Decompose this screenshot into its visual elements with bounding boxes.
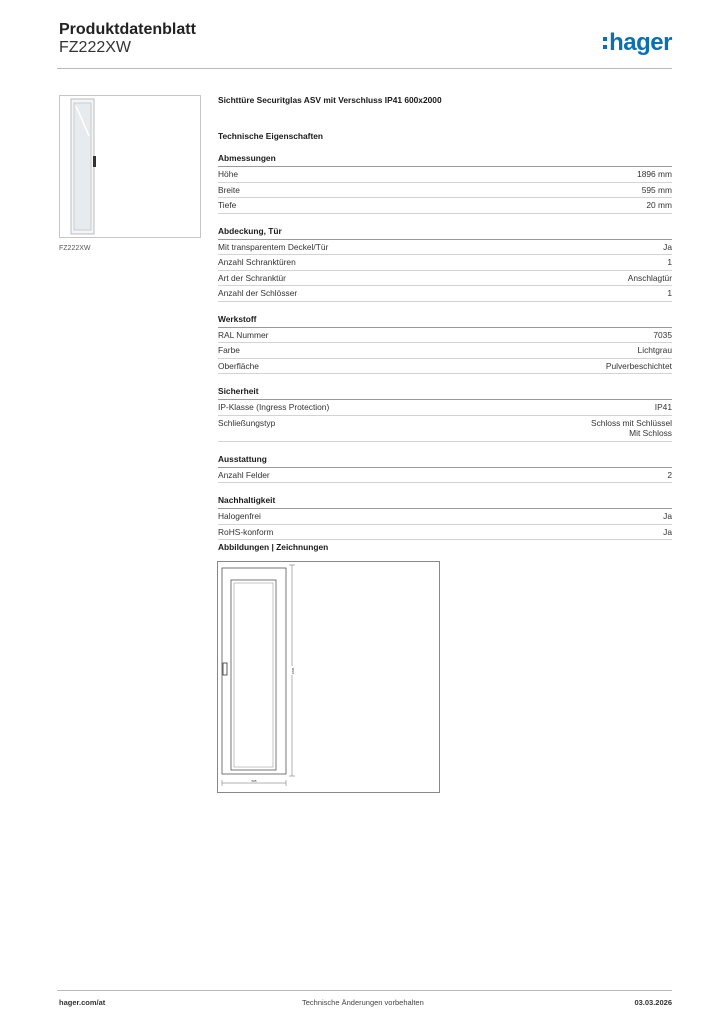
property-row	[218, 525, 672, 541]
product-image-caption: FZ222XW	[59, 245, 91, 252]
property-label: RAL Nummer	[218, 329, 269, 340]
property-value-line: Ja	[663, 526, 672, 537]
product-name: Sichttüre Securitglas ASV mit Verschluss IP41 600x2000	[218, 95, 442, 105]
property-section	[218, 386, 672, 442]
property-value	[638, 345, 672, 356]
technical-drawing	[217, 561, 440, 793]
property-value	[663, 511, 672, 522]
property-label: Schließungstyp	[218, 417, 276, 428]
property-label: Farbe	[218, 345, 240, 355]
property-row	[218, 328, 672, 344]
technical-properties-title: Technische Eigenschaften	[218, 131, 324, 141]
section-heading: Ausstattung	[218, 454, 672, 468]
drawings-title: Abbildungen | Zeichnungen	[218, 542, 329, 552]
property-value-line: 1	[667, 288, 672, 298]
section-heading: Abmessungen	[218, 153, 672, 167]
property-value-line: Mit Schloss	[629, 428, 672, 438]
property-value-line: Lichtgrau	[637, 345, 672, 355]
logo-mark-icon	[603, 37, 607, 49]
door-thumbnail-icon	[60, 96, 200, 237]
property-sections	[218, 153, 672, 540]
property-row	[218, 183, 672, 199]
property-section	[218, 314, 672, 375]
section-heading: Sicherheit	[218, 386, 672, 400]
property-section	[218, 226, 672, 302]
door-drawing-icon	[218, 562, 439, 792]
property-row	[218, 400, 672, 416]
property-row	[218, 359, 672, 375]
property-value	[655, 402, 672, 413]
property-label: Mit transparentem Deckel/Tür	[218, 241, 329, 252]
footer-website-link[interactable]: hager.com/at	[59, 998, 106, 1007]
property-value	[667, 470, 672, 481]
property-section	[218, 153, 672, 214]
property-value	[637, 169, 672, 180]
height-dimension: 1896	[291, 667, 295, 675]
property-label: Höhe	[218, 169, 239, 179]
product-details	[218, 95, 672, 552]
property-value-line: IP41	[654, 402, 672, 412]
footer-date: 03.03.2026	[634, 998, 672, 1007]
property-row	[218, 468, 672, 484]
property-value-line: 595 mm	[641, 184, 672, 195]
property-value-line: Ja	[663, 511, 672, 521]
property-label: Anzahl Felder	[218, 469, 270, 480]
property-value-line: 2	[667, 469, 672, 480]
property-value	[667, 257, 672, 268]
property-value-line: 1896 mm	[637, 169, 672, 179]
property-label: Oberfläche	[218, 360, 259, 371]
property-value	[663, 242, 672, 253]
property-row	[218, 167, 672, 183]
document-title: Produktdatenblatt	[59, 21, 196, 38]
property-row	[218, 509, 672, 525]
property-value	[653, 330, 672, 341]
property-row	[218, 286, 672, 302]
property-label: RoHS-konform	[218, 526, 274, 537]
property-row	[218, 240, 672, 256]
footer-divider	[57, 990, 672, 991]
property-row	[218, 255, 672, 271]
property-value-line: 7035	[653, 329, 672, 340]
property-row	[218, 416, 672, 442]
footer-disclaimer: Technische Änderungen vorbehalten	[302, 998, 424, 1007]
property-row	[218, 198, 672, 214]
product-code: FZ222XW	[59, 39, 132, 56]
property-value-line: Anschlagtür	[627, 272, 672, 283]
property-value	[606, 361, 672, 372]
property-value	[628, 273, 672, 284]
section-heading: Werkstoff	[218, 314, 672, 328]
property-row	[218, 343, 672, 359]
property-label: Tiefe	[218, 200, 237, 210]
property-value-line: 20 mm	[646, 200, 672, 210]
product-image	[59, 95, 201, 238]
property-value-line: Pulverbeschichtet	[605, 360, 672, 371]
property-label: IP-Klasse (Ingress Protection)	[218, 402, 330, 412]
logo-text: hager	[609, 29, 672, 56]
property-label: Anzahl Schranktüren	[218, 257, 296, 267]
section-heading: Nachhaltigkeit	[218, 495, 672, 509]
property-row	[218, 271, 672, 287]
property-value	[591, 418, 672, 439]
property-label: Breite	[218, 184, 240, 195]
property-label: Anzahl der Schlösser	[218, 288, 298, 298]
property-value	[663, 527, 672, 538]
hager-logo[interactable]	[603, 28, 672, 58]
property-label: Art der Schranktür	[218, 272, 286, 283]
property-section	[218, 454, 672, 484]
property-value-line: 1	[667, 257, 672, 267]
property-value-line: Ja	[663, 241, 672, 252]
property-label: Halogenfrei	[218, 511, 261, 521]
property-value	[642, 185, 672, 196]
header-divider	[57, 68, 672, 69]
section-heading: Abdeckung, Tür	[218, 226, 672, 240]
width-dimension: 595	[251, 779, 257, 783]
property-value	[646, 200, 672, 211]
property-section	[218, 495, 672, 540]
property-value	[667, 288, 672, 299]
property-value-line: Schloss mit Schlüssel	[591, 417, 672, 428]
